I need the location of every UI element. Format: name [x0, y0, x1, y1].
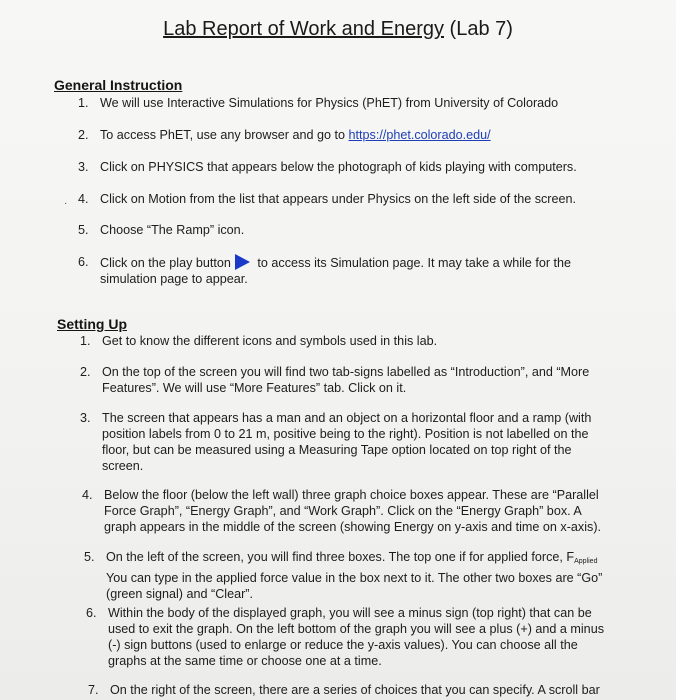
phet-link[interactable]: https://phet.colorado.edu/: [348, 128, 491, 142]
document-page: Lab Report of Work and Energy (Lab 7) General Instruction 1. We will use Interactive Simulations for Physics (PhET) from University of Colorado 2. To access PhET, use any browser and go to https://phet.colorado.edu/ 3. Click on PHYSICS that appears below the photograph of kids playing with computers. · 4. Click on Motion from the list that appears under Physics on the left side of the screen. 5. Choose “The Ramp” icon. 6. Click on the play button to access its Simulation page. It may take a while for the simulation page to appear. Setting Up 1. Get to know the different icons and symbols used in this lab. 2. On the top of the screen you will find two tab-signs labelled as “Introduction”, and “More Features”. We will use “More Features” tab. Click on it. 3. The screen that appears has a man and an object on a horizontal floor and a ramp (with position labels from 0 to 21 m, positive being to the right). Position is not labelled on the floor, but can be measured using a Measuring Tape option located on top right of the screen. 4. Below the floor (below the left wall) three graph choice boxes appear. These are “Parallel Force Graph”, “Energy Graph”, and “Work Graph”. Click on the “Energy Graph” box. A graph appears in the middle of the screen (showing Energy on y-axis and time on x-axis). 5. On the left of the screen, you will find three boxes. The top one if for applied force, $F_{Applied}$ You can type in the applied force value in the box next to it. The other two boxes are “Go” (green signal) and “Clear”. 6. Within the body of the displayed graph, you will see a minus sign (top right) that can be used to exit the graph. On the left bottom of the graph you will see a plus (+) and a minus (-) sign buttons (used to enlarge or reduce the y-axis values). You can choose all the graphs at the same time or choose one at a time. 7. On the right of the screen, there are a series of choices that you can specify. A scroll bar: [0, 0, 676, 700]
play-button-icon: [235, 254, 250, 270]
page-title: [0, 18, 676, 41]
general-instruction-heading: General Instruction: [54, 77, 183, 93]
setting-up-heading: Setting Up: [57, 316, 127, 332]
title-main: Lab Report of Work and Energy: [163, 18, 444, 40]
title-suffix: (Lab 7): [449, 18, 513, 40]
margin-dot: ·: [64, 198, 68, 209]
